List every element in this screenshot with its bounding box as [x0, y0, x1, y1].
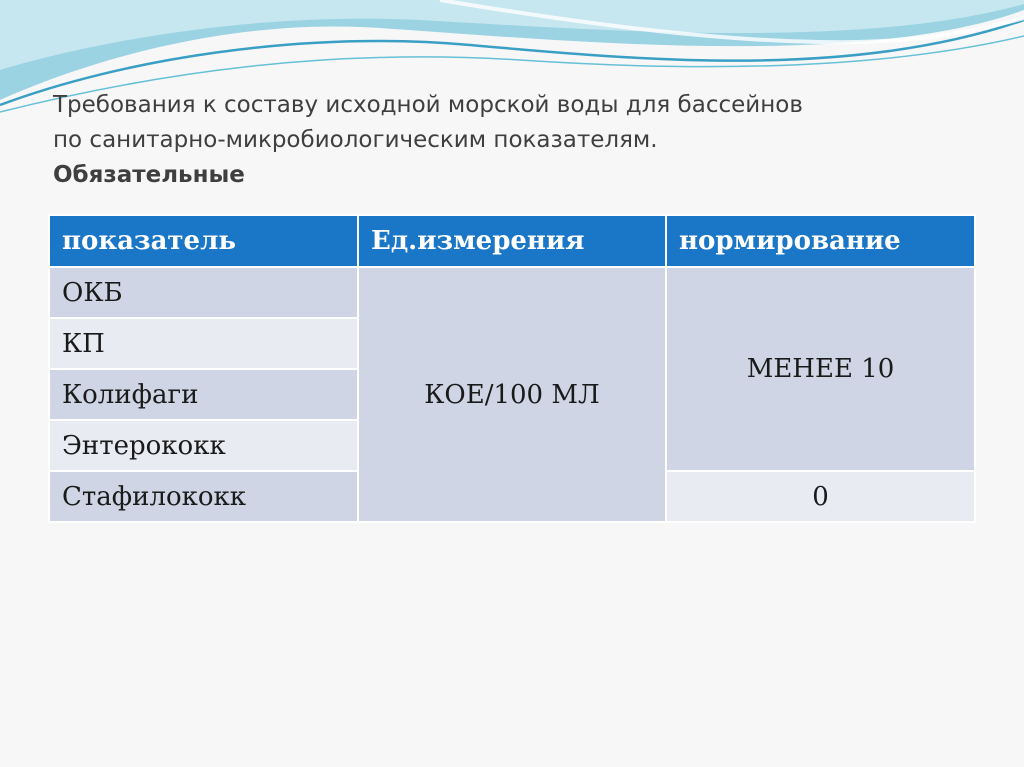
subtitle: Обязательные — [53, 162, 245, 188]
title-line-1: Требования к составу исходной морской воды для бассейнов — [53, 92, 803, 118]
requirements-table — [48, 214, 976, 523]
unit-cell: КОЕ/100 МЛ — [358, 267, 666, 522]
table-row — [49, 267, 975, 318]
norm-cell: МЕНЕЕ 10 — [666, 267, 975, 471]
indicator-cell: Стафилококк — [49, 471, 358, 522]
norm-cell-last: 0 — [666, 471, 975, 522]
indicator-cell: Энтерококк — [49, 420, 358, 471]
page-title — [53, 88, 993, 193]
table-header-row — [49, 215, 975, 267]
indicator-cell: Колифаги — [49, 369, 358, 420]
header-unit: Ед.измерения — [358, 215, 666, 267]
indicator-cell: КП — [49, 318, 358, 369]
header-norm: нормирование — [666, 215, 975, 267]
header-indicator: показатель — [49, 215, 358, 267]
indicator-cell: ОКБ — [49, 267, 358, 318]
title-line-2: по санитарно-микробиологическим показателям. — [53, 127, 658, 153]
